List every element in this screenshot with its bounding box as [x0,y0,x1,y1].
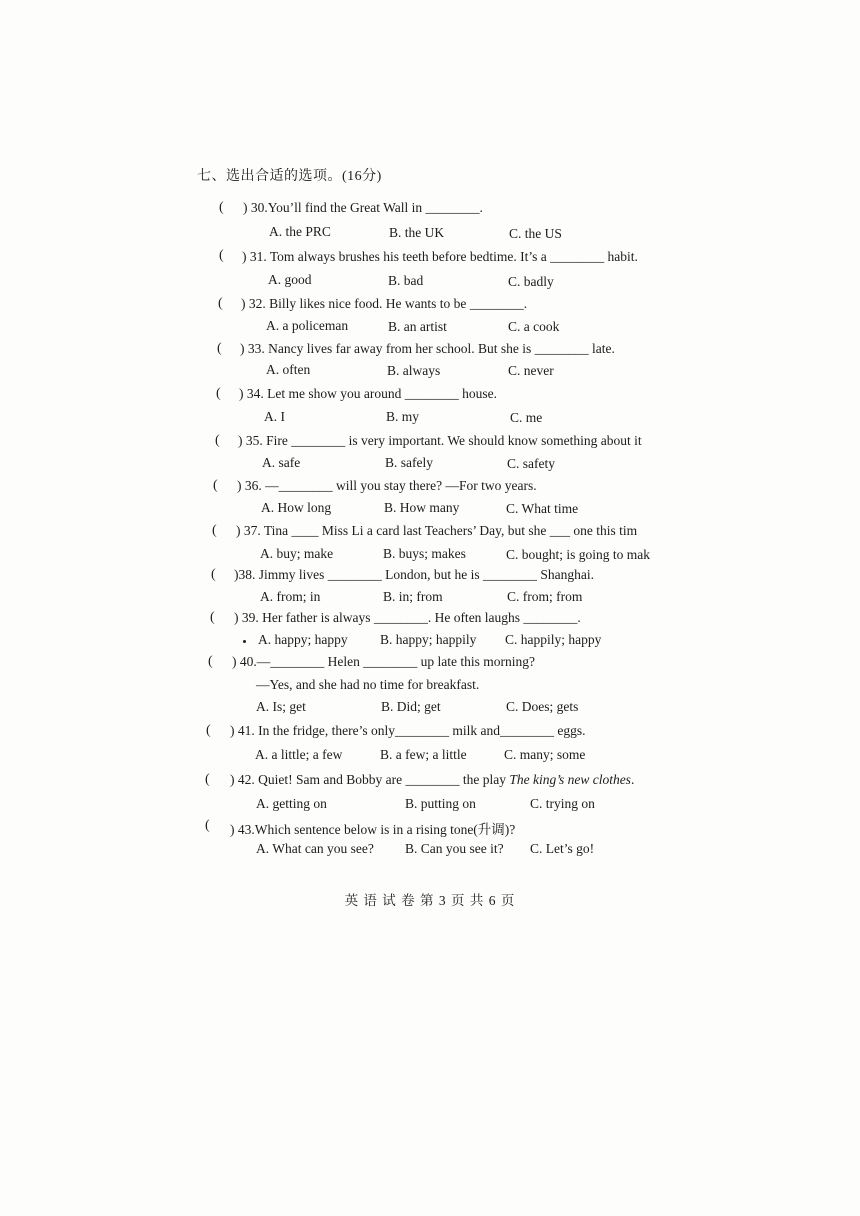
option-c: C. What time [506,501,579,516]
question-40-reply: —Yes, and she had no time for breakfast. [256,677,480,692]
option-a: A. happy; happy [258,632,348,647]
option-b: B. my [386,409,420,424]
option-c: C. badly [508,274,554,289]
question-35: ) 35. Fire ________ is very important. We should know something about it [238,433,642,448]
option-c: C. many; some [504,747,586,762]
option-a: A. a policeman [266,318,349,333]
question-36: ) 36. —________ will you stay there? —For two years. [237,478,537,493]
answer-paren[interactable]: ( [219,200,224,215]
option-a: A. How long [261,500,332,515]
question-34: ) 34. Let me show you around ________ house. [239,386,497,401]
option-a: A. I [264,409,285,424]
option-c: C. the US [509,226,562,241]
option-a: A. from; in [260,589,321,604]
option-c: C. bought; is going to mak [506,547,651,562]
option-b: B. safely [385,455,433,470]
option-a: A. good [268,272,312,287]
option-c: C. Let’s go! [530,841,595,856]
option-b: B. Did; get [381,699,441,714]
answer-paren[interactable]: ( [205,818,210,833]
answer-paren[interactable]: ( [206,723,211,738]
question-39: ) 39. Her father is always ________. He often laughs ________. [234,610,581,625]
question-32: ) 32. Billy likes nice food. He wants to be ________. [241,296,528,311]
option-a: A. buy; make [260,546,334,561]
question-40: ) 40.—________ Helen ________ up late this morning? [232,654,535,669]
answer-paren[interactable]: ( [215,433,220,448]
option-a: A. often [266,362,311,377]
option-b: B. an artist [388,319,447,334]
option-c: C. safety [507,456,555,471]
option-b: B. happy; happily [380,632,477,647]
answer-paren[interactable]: ( [211,567,216,582]
play-title: The king’s new clothes [509,772,631,787]
option-c: C. a cook [508,319,560,334]
option-c: C. from; from [507,589,583,604]
option-b: B. the UK [389,225,445,240]
answer-paren[interactable]: ( [213,478,218,493]
question-41: ) 41. In the fridge, there’s only________ milk and________ eggs. [230,723,586,738]
question-38: )38. Jimmy lives ________ London, but he is ________ Shanghai. [234,567,594,582]
answer-paren[interactable]: ( [210,610,215,625]
section-title: 七、选出合适的选项。(16分) [197,169,382,184]
option-c: C. never [508,363,554,378]
option-c: C. happily; happy [505,632,602,647]
stray-mark [243,640,246,643]
question-30: ) 30.You’ll find the Great Wall in ________. [243,200,483,215]
answer-paren[interactable]: ( [217,341,222,356]
option-b: B. How many [384,500,460,515]
option-c: C. Does; gets [506,699,579,714]
question-31: ) 31. Tom always brushes his teeth before bedtime. It’s a ________ habit. [242,249,638,264]
option-b: B. a few; a little [380,747,467,762]
answer-paren[interactable]: ( [216,386,221,401]
question-42: ) 42. Quiet! Sam and Bobby are ________ the play The king’s new clothes. [230,772,635,787]
option-b: B. in; from [383,589,443,604]
answer-paren[interactable]: ( [205,772,210,787]
option-c: C. me [510,410,543,425]
answer-paren[interactable]: ( [219,248,224,263]
answer-paren[interactable]: ( [218,296,223,311]
option-a: A. the PRC [269,224,331,239]
option-b: B. bad [388,273,424,288]
option-b: B. putting on [405,796,476,811]
question-37: ) 37. Tina ____ Miss Li a card last Teachers’ Day, but she ___ one this tim [236,523,638,538]
option-b: B. always [387,363,441,378]
page-footer: 英 语 试 卷 第 3 页 共 6 页 [344,893,516,908]
answer-paren[interactable]: ( [208,654,213,669]
question-33: ) 33. Nancy lives far away from her school. But she is ________ late. [240,341,615,356]
option-a: A. Is; get [256,699,306,714]
question-43: ) 43.Which sentence below is in a rising tone(升调)? [230,822,516,837]
option-a: A. What can you see? [256,841,374,856]
option-b: B. buys; makes [383,546,466,561]
option-a: A. safe [262,455,301,470]
answer-paren[interactable]: ( [212,523,217,538]
option-a: A. a little; a few [255,747,343,762]
option-b: B. Can you see it? [405,841,504,856]
option-c: C. trying on [530,796,595,811]
option-a: A. getting on [256,796,327,811]
